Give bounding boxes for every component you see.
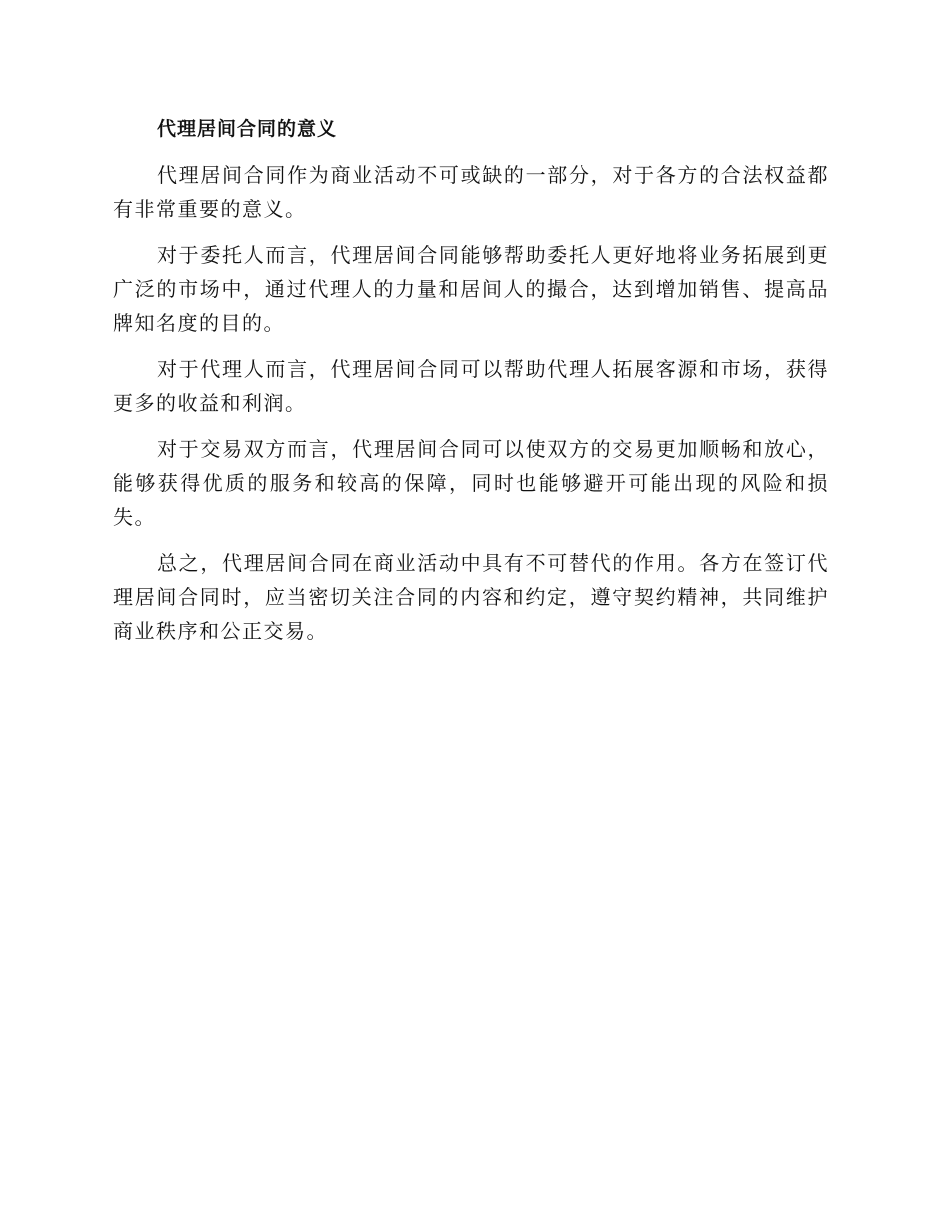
section-heading: 代理居间合同的意义: [157, 118, 338, 140]
document-page: [113, 112, 829, 660]
paragraph-agent: 对于代理人而言，代理居间合同可以帮助代理人拓展客源和市场，获得更多的收益和利润。: [113, 357, 829, 415]
paragraph-intro: 代理居间合同作为商业活动不可或缺的一部分，对于各方的合法权益都有非常重要的意义。: [113, 163, 829, 221]
paragraph-conclusion: 总之，代理居间合同在商业活动中具有不可替代的作用。各方在签订代理居间合同时，应当密切关注合同的内容和约定，遵守契约精神，共同维护商业秩序和公正交易。: [113, 551, 829, 643]
paragraph-principal: 对于委托人而言，代理居间合同能够帮助委托人更好地将业务拓展到更广泛的市场中，通过代理人的力量和居间人的撮合，达到增加销售、提高品牌知名度的目的。: [113, 243, 829, 335]
paragraph-parties: 对于交易双方而言，代理居间合同可以使双方的交易更加顺畅和放心，能够获得优质的服务和较高的保障，同时也能够避开可能出现的风险和损失。: [113, 437, 829, 529]
